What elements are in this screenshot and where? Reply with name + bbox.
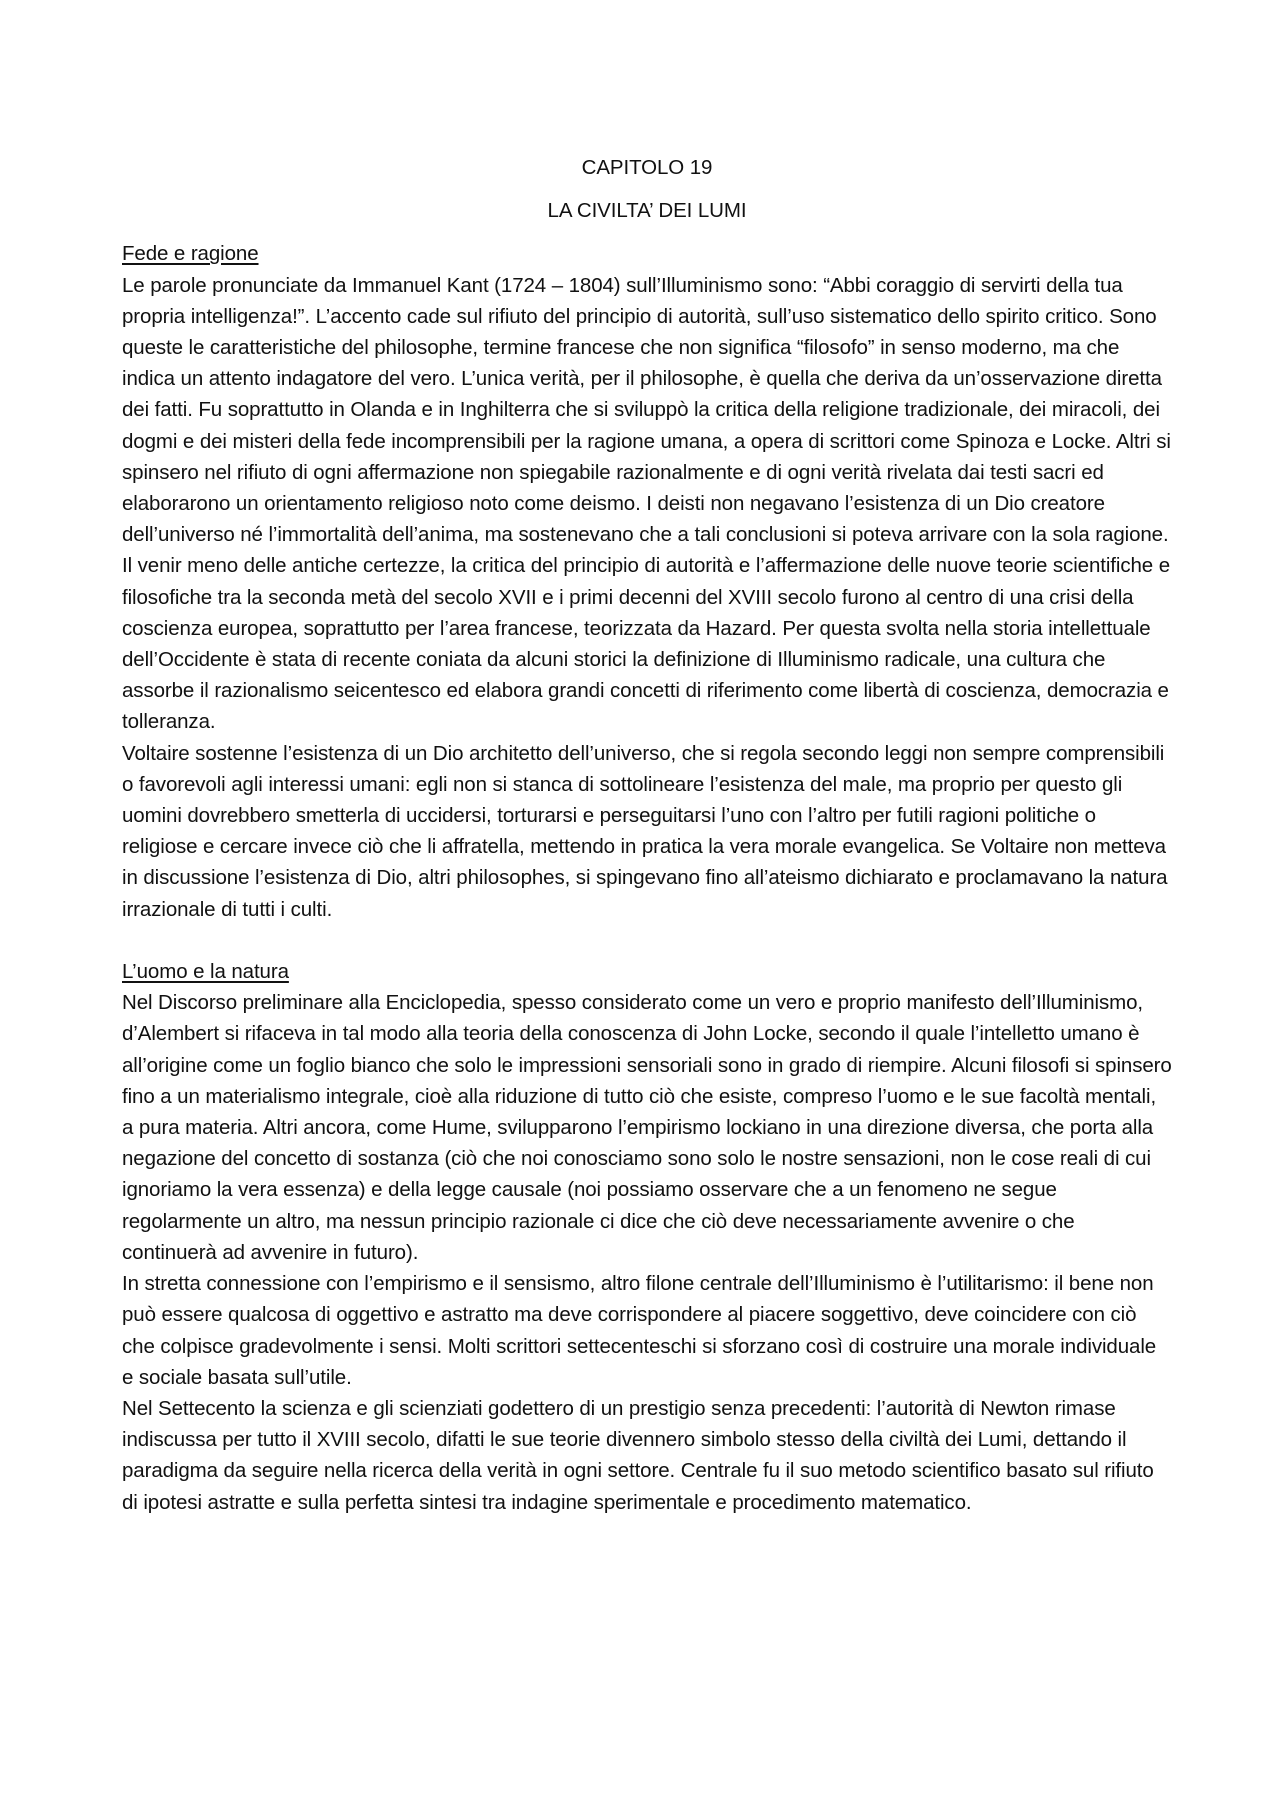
section-heading: Fede e ragione (122, 242, 259, 266)
paragraph: Nel Settecento la scienza e gli scienziati godettero di un prestigio senza precedenti: l’autorità di Newton rimase indiscussa per tutto il XVIII secolo, difatti le sue teorie divennero simbolo stesso della civiltà dei Lumi, dettando il paradigma da seguire nella ricerca della verità in ogni settore. Centrale fu il suo metodo scientifico basato sul rifiuto di ipotesi astratte e sulla perfetta sintesi tra indagine sperimentale e procedimento matematico. (122, 1396, 1154, 1514)
document-page (122, 152, 1172, 1518)
chapter-number: CAPITOLO 19 (581, 156, 713, 179)
paragraph: Voltaire sostenne l’esistenza di un Dio architetto dell’universo, che si regola secondo leggi non sempre comprensibili o favorevoli agli interessi umani: egli non si stanca di sottolineare l’esistenza del male, ma proprio per questo gli uomini dovrebbero smetterla di uccidersi, torturarsi e perseguitarsi l’uno con l’altro per futili ragioni politiche o religiose e cercare invece ciò che li affratella, mettendo in pratica la vera morale evangelica. Se Voltaire non metteva in discussione l’esistenza di Dio, altri philosophes, si spingevano fino all’ateismo dichiarato e proclamavano la natura irrazionale di tutti i culti. (122, 741, 1168, 921)
paragraph: Il venir meno delle antiche certezze, la critica del principio di autorità e l’affermazione delle nuove teorie scientifiche e filosofiche tra la seconda metà del secolo XVII e i primi decenni del XVIII secolo furono al centro di una crisi della coscienza europea, soprattutto per l’area francese, teorizzata da Hazard. Per questa svolta nella storia intellettuale dell’Occidente è stata di recente coniata da alcuni storici la definizione di Illuminismo radicale, una cultura che assorbe il razionalismo seicentesco ed elabora grandi concetti di riferimento come libertà di coscienza, democrazia e tolleranza. (122, 554, 1170, 734)
chapter-title: LA CIVILTA’ DEI LUMI (547, 199, 747, 223)
section-heading: L’uomo e la natura (122, 960, 289, 984)
paragraph: In stretta connessione con l’empirismo e il sensismo, altro filone centrale dell’Illuminismo è l’utilitarismo: il bene non può essere qualcosa di oggettivo e astratto ma deve corrispondere al piacere soggettivo, deve coincidere con ciò che colpisce gradevolmente i sensi. Molti scrittori settecenteschi si sforzano così di costruire una morale individuale e sociale basata sull’utile. (122, 1272, 1157, 1389)
section-uomo-e-natura (122, 956, 1172, 1518)
section-spacer (122, 925, 1172, 956)
paragraph: Nel Discorso preliminare alla Enciclopedia, spesso considerato come un vero e proprio manifesto dell’Illuminismo, d’Alembert si rifaceva in tal modo alla teoria della conoscenza di John Locke, secondo il quale l’intelletto umano è all’origine come un foglio bianco che solo le impressioni sensoriali sono in grado di riempire. Alcuni filosofi si spinsero fino a un materialismo integrale, cioè alla riduzione di tutto ciò che esiste, compreso l’uomo e le sue facoltà mentali, a pura materia. Altri ancora, come Hume, svilupparono l’empirismo lockiano in una direzione diversa, che porta alla negazione del concetto di sostanza (ciò che noi conosciamo sono solo le nostre sensazioni, non le cose reali di cui ignoriamo la vera essenza) e della legge causale (noi possiamo osservare che a un fenomeno ne segue regolarmente un altro, ma nessun principio razionale ci dice che ciò deve necessariamente avvenire o che continuerà ad avvenire in futuro). (122, 991, 1172, 1264)
section-fede-e-ragione (122, 238, 1172, 924)
paragraph: Le parole pronunciate da Immanuel Kant (1724 – 1804) sull’Illuminismo sono: “Abbi coraggio di servirti della tua propria intelligenza!”. L’accento cade sul rifiuto del principio di autorità, sull’uso sistematico dello spirito critico. Sono queste le caratteristiche del philosophe, termine francese che non significa “filosofo” in senso moderno, ma che indica un attento indagatore del vero. L’unica verità, per il philosophe, è quella che deriva da un’osservazione diretta dei fatti. Fu soprattutto in Olanda e in Inghilterra che si sviluppò la critica della religione tradizionale, dei miracoli, dei dogmi e dei misteri della fede incomprensibili per la ragione umana, a opera di scrittori come Spinoza e Locke. Altri si spinsero nel rifiuto di ogni affermazione non spiegabile razionalmente e di ogni verità rivelata dai testi sacri ed elaborarono un orientamento religioso noto come deismo. I deisti non negavano l’esistenza di un Dio creatore dell’universo né l’immortalità dell’anima, ma sostenevano che a tali conclusioni si poteva arrivare con la sola ragione. (122, 273, 1171, 547)
